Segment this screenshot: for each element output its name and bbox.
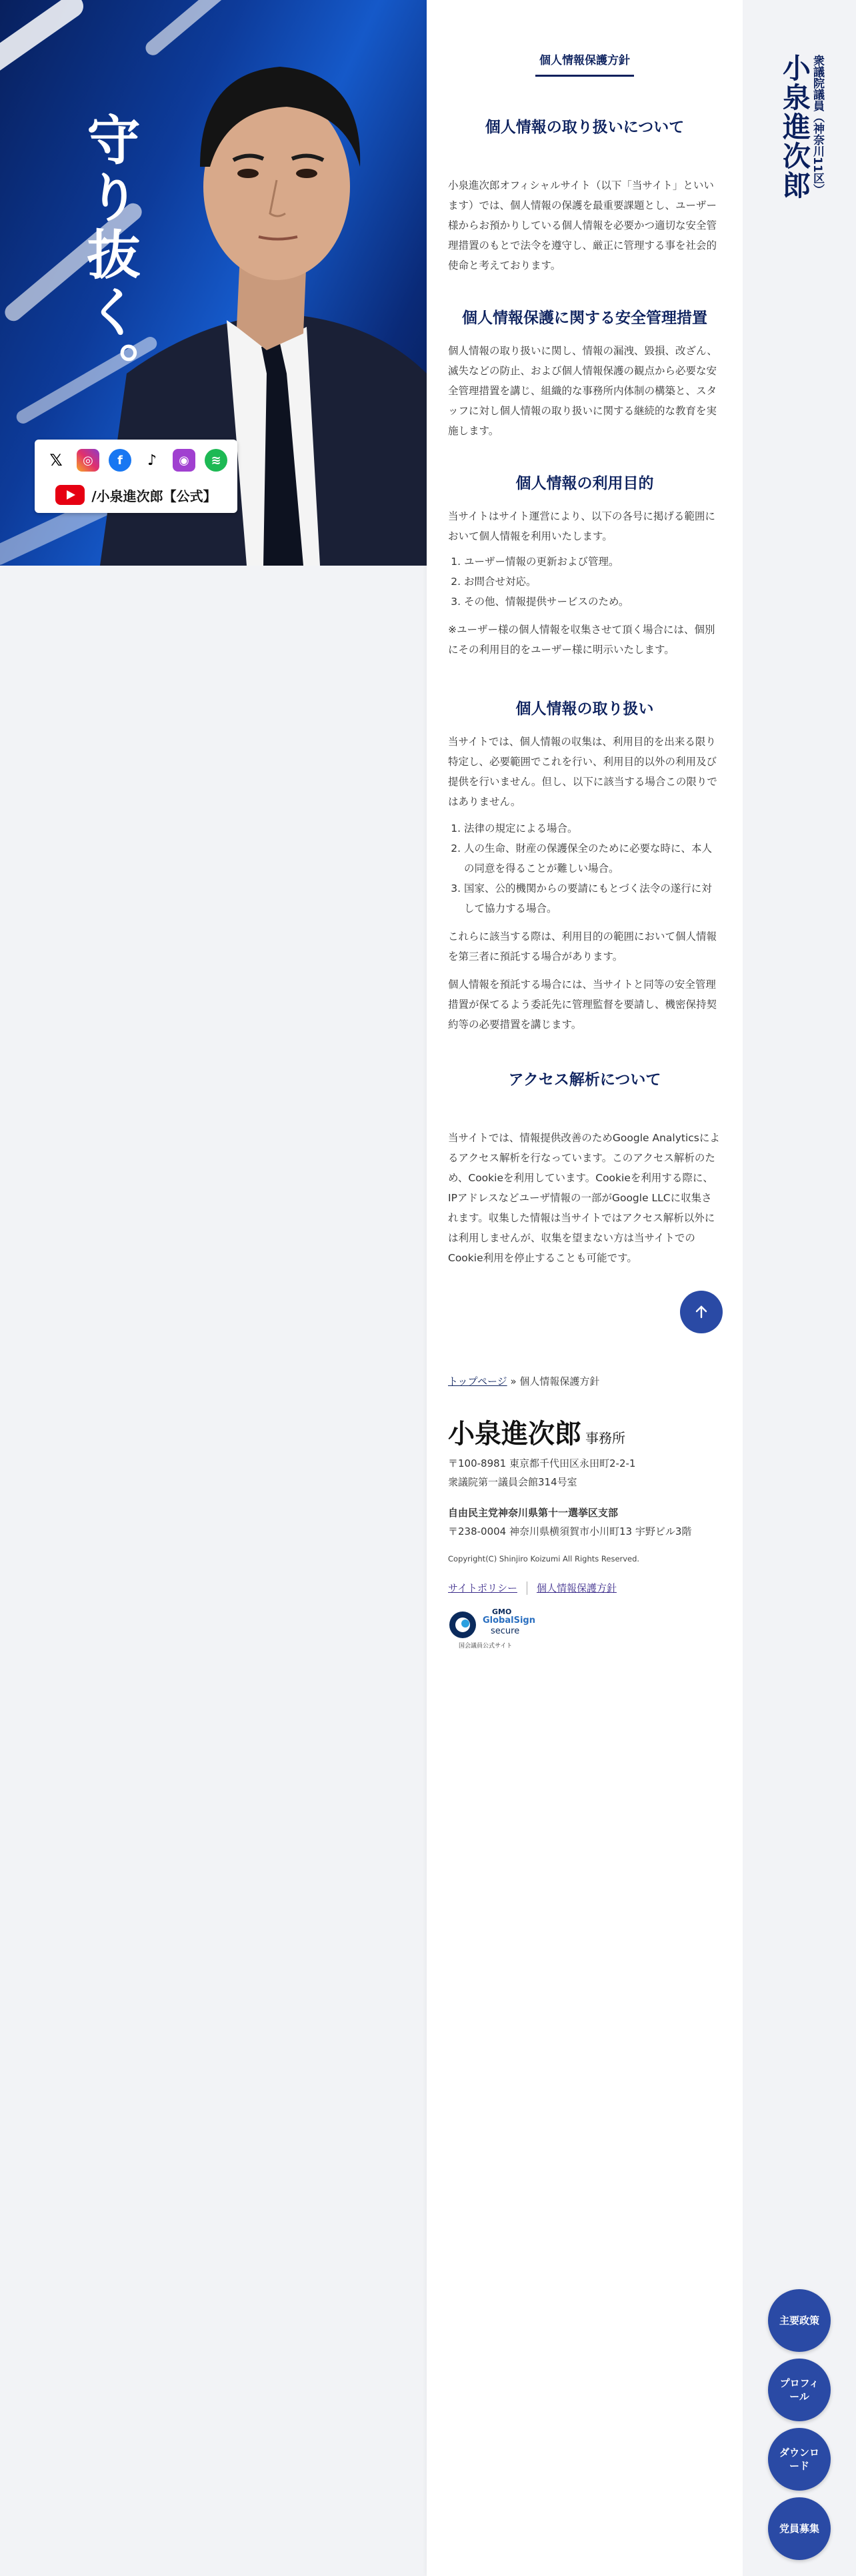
address-line: 〒238-0004 神奈川県横須賀市小川町13 宇野ビル3階: [448, 1525, 692, 1537]
title-underline: [535, 75, 634, 77]
main-content: [427, 0, 743, 2576]
download-button[interactable]: [768, 2428, 831, 2491]
section-security: [448, 305, 721, 441]
seal-caption: 国会議員公式サイト: [459, 1643, 513, 1650]
purpose-list: [448, 552, 721, 612]
hero-banner: [0, 0, 427, 566]
youtube-icon: [55, 485, 85, 505]
policy-button[interactable]: [768, 2289, 831, 2352]
podcast-icon[interactable]: ◉: [173, 449, 195, 472]
membership-button[interactable]: [768, 2497, 831, 2560]
site-policy-link[interactable]: サイトポリシー: [448, 1582, 517, 1594]
spotify-icon[interactable]: ≋: [205, 449, 227, 472]
list-item: 2. お問合せ対応。: [464, 572, 721, 592]
download-button-label: ダウンロード: [779, 2447, 820, 2472]
hero-slogan: 守り抜く。: [78, 112, 140, 399]
section-paragraph: 個人情報の取り扱いに関し、情報の漏洩、毀損、改ざん、滅失などの防止、および個人情報保護の観点から必要な安全管理措置を講じ、組織的な事務所内体制の構築と、スタッフに対し個人情報の取り扱いに関する継続的な教育を実施します。: [448, 345, 717, 437]
right-rail: [743, 0, 856, 2576]
seal-name: GlobalSign: [483, 1616, 535, 1626]
instagram-icon[interactable]: ◎: [77, 449, 99, 472]
footer-links: [448, 1581, 617, 1595]
list-item: 1. 法律の規定による場合。: [464, 818, 721, 838]
globalsign-seal[interactable]: [448, 1607, 541, 1654]
list-item: 3. その他、情報提供サービスのため。: [464, 592, 721, 612]
arrow-up-icon: [693, 1303, 710, 1321]
breadcrumb-home-link[interactable]: トップページ: [448, 1375, 507, 1387]
section-handling: [448, 115, 721, 275]
back-to-top-button[interactable]: [680, 1291, 723, 1333]
section-paragraph: 当サイトでは、情報提供改善のためGoogle Analyticsによるアクセス解析を行なっています。このアクセス解析のため、Cookieを利用しています。Cookieを利用する際に、IPアドレスなどユーザ情報の一部がGoogle LLCに収集されます。収集した情報は当サイトではアクセス解析以外には利用しませんが、収集を望まない方は当サイトでのCookie利用を停止することも可能です。: [448, 1132, 720, 1264]
office-address: [448, 1454, 635, 1491]
copyright: Copyright(C) Shinjiro Koizumi All Rights Reserved.: [448, 1554, 640, 1563]
section-intro: 当サイトはサイト運営により、以下の各号に掲げる範囲において個人情報を利用いたします。: [448, 510, 715, 542]
section-heading: 個人情報保護に関する安全管理措置: [462, 309, 707, 327]
seal-brand: GMO: [492, 1607, 512, 1616]
membership-button-label: 党員募集: [779, 2523, 819, 2535]
list-item: 3. 国家、公的機関からの要請にもとづく法令の遂行に対して協力する場合。: [464, 878, 721, 918]
site-logo-subtitle: 衆議院議員（神奈川11区）: [811, 55, 824, 195]
office-suffix: 事務所: [585, 1430, 625, 1446]
section-paragraph: 個人情報を預託する場合には、当サイトと同等の安全管理措置が保てるよう委託先に管理監督を要請し、機密保持契約等の必要措置を講じます。: [448, 979, 717, 1031]
branch-name: 自由民主党神奈川県第十一選挙区支部: [448, 1507, 619, 1519]
x-icon[interactable]: 𝕏: [45, 449, 67, 472]
page-title: 個人情報保護方針: [539, 54, 630, 67]
section-heading: アクセス解析について: [508, 1071, 661, 1089]
office-name: [448, 1413, 625, 1451]
exception-list: [448, 818, 721, 918]
breadcrumb-current: 個人情報保護方針: [519, 1375, 600, 1387]
section-intro: 当サイトでは、個人情報の収集は、利用目的を出来る限り特定し、必要範囲でこれを行い、利用目的以外の利用及び提供を行いません。但し、以下に該当する場合この限りではありません。: [448, 736, 717, 808]
address-line: 〒100-8981 東京都千代田区永田町2-2-1: [448, 1457, 636, 1469]
policy-button-label: 主要政策: [779, 2315, 820, 2327]
site-logo-title[interactable]: 小泉進次郎: [779, 53, 811, 200]
section-usage: [448, 696, 721, 1035]
sns-card: [35, 440, 237, 513]
branch-address: [448, 1503, 691, 1541]
youtube-link[interactable]: [35, 484, 237, 506]
address-line: 衆議院第一議員会館314号室: [448, 1476, 577, 1488]
youtube-label: /小泉進次郎【公式】: [91, 488, 217, 504]
privacy-policy-link[interactable]: 個人情報保護方針: [536, 1582, 617, 1594]
section-heading: 個人情報の取り扱い: [515, 700, 654, 718]
section-note: ※ユーザー様の個人情報を収集させて頂く場合には、個別にその利用目的をユーザー様に明示いたします。: [448, 624, 715, 656]
office-name-text: 小泉進次郎: [448, 1419, 581, 1449]
list-item: 2. 人の生命、財産の保護保全のために必要な時に、本人の同意を得ることが難しい場合。: [464, 838, 721, 878]
tiktok-icon[interactable]: ♪: [141, 449, 163, 472]
section-paragraph: 小泉進次郎オフィシャルサイト（以下「当サイト」といいます）では、個人情報の保護を最重要課題とし、ユーザー様からお預かりしている個人情報を必要かつ適切な安全管理措置のもとで法令を遵守し、厳正に管理する事を社会的使命と考えております。: [448, 179, 717, 271]
facebook-icon[interactable]: f: [109, 449, 131, 472]
section-paragraph: これらに該当する際は、利用目的の範囲において個人情報を第三者に預託する場合があります。: [448, 930, 717, 962]
section-analytics: [448, 1067, 721, 1268]
seal-secure: secure: [491, 1626, 520, 1636]
profile-button[interactable]: [768, 2359, 831, 2421]
list-item: 1. ユーザー情報の更新および管理。: [464, 552, 721, 572]
section-heading: 個人情報の取り扱いについて: [485, 119, 685, 136]
section-purpose: [448, 471, 721, 660]
profile-button-label: プロフィール: [779, 2377, 819, 2403]
section-heading: 個人情報の利用目的: [515, 475, 654, 492]
breadcrumb: [448, 1374, 599, 1388]
breadcrumb-separator: »: [510, 1375, 517, 1387]
